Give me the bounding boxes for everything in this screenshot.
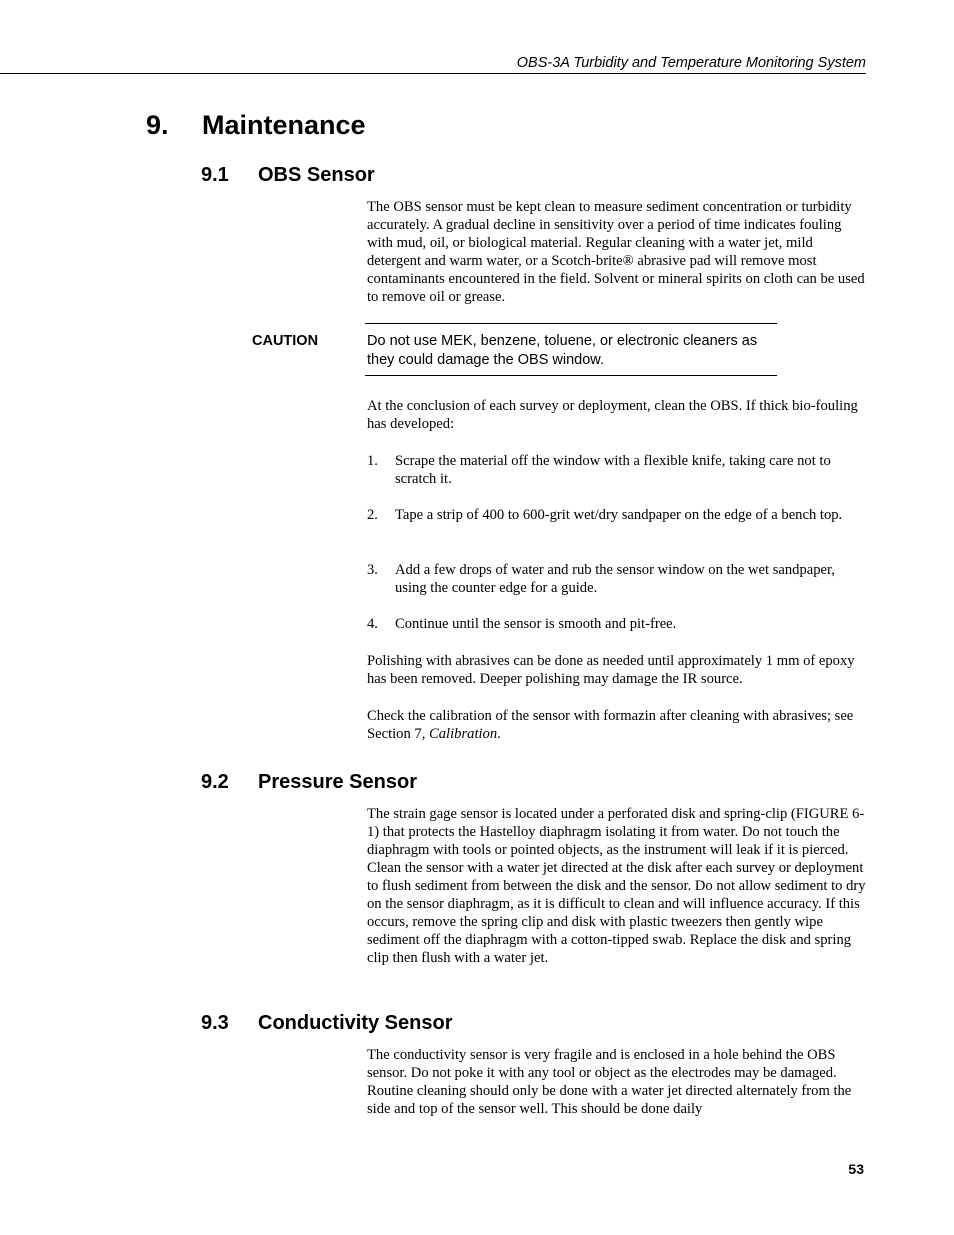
list-item <box>367 506 867 524</box>
list-item-number: 4. <box>367 616 378 632</box>
paragraph-pressure-sensor: The strain gage sensor is located under a perforated disk and spring-clip (FIGURE 6-1) that protects the Hastelloy diaphragm isolating it from water. Do not touch the diaphragm with tools or pointed objects, as the instrument will leak if it is pierced. Clean the sensor with a water jet directed at the disk after each survey or deployment to flush sediment from between the disk and the sensor. Do not allow sediment to dry on the sensor diaphragm, as it is difficult to clean and will influence accuracy. If this occurs, remove the spring clip and disk with plastic tweezers then gently wipe sediment off the diaphragm with a cotton-tipped swab. Replace the disk and spring clip then flush with a water jet. <box>367 806 866 966</box>
section-heading-pressure-sensor <box>201 771 417 794</box>
caution-box <box>365 323 777 376</box>
caution-text: Do not use MEK, benzene, toluene, or electronic cleaners as they could damage the OBS window. <box>367 333 758 368</box>
section-number: 9.2 <box>201 771 229 793</box>
paragraph-obs-cleaning: The OBS sensor must be kept clean to measure sediment concentration or turbidity accurately. A gradual decline in sensitivity over a period of time indicates fouling with mud, oil, or biological material. Regular cleaning with a water jet, mild detergent and warm water, or a Scotch-brite® abrasive pad will remove most contaminants encountered in the field. Solvent or mineral spirits on cloth can be used to remove oil or grease. <box>367 199 865 305</box>
paragraph-polishing: Polishing with abrasives can be done as needed until approximately 1 mm of epoxy has been removed. Deeper polishing may damage the IR source. <box>367 653 855 687</box>
chapter-heading <box>146 110 366 141</box>
section-number: 9.3 <box>201 1012 229 1034</box>
section-heading-conductivity-sensor <box>201 1012 452 1035</box>
running-header <box>0 55 866 74</box>
chapter-title: Maintenance <box>202 110 366 140</box>
list-item-text: Tape a strip of 400 to 600-grit wet/dry sandpaper on the edge of a bench top. <box>395 507 843 523</box>
section-title: Conductivity Sensor <box>258 1012 453 1034</box>
list-item-text: Continue until the sensor is smooth and pit-free. <box>395 616 677 632</box>
list-item <box>367 452 867 488</box>
list-item <box>367 561 867 597</box>
chapter-number: 9. <box>146 110 169 140</box>
list-item-number: 2. <box>367 507 378 523</box>
calibration-note-end: . <box>497 726 501 742</box>
list-item-number: 3. <box>367 562 378 578</box>
section-heading-obs-sensor <box>201 164 375 187</box>
list-item-number: 1. <box>367 453 378 469</box>
paragraph-conductivity-sensor: The conductivity sensor is very fragile and is enclosed in a hole behind the OBS sensor. Do not poke it with any tool or object as the electrodes may be damaged. Routine cleaning should only be done with a water jet directed alternately from the side and top of the sensor well. This should be done daily <box>367 1047 852 1117</box>
list-item <box>367 615 867 633</box>
list-item-text: Add a few drops of water and rub the sensor window on the wet sandpaper, using the counter edge for a guide. <box>395 562 835 596</box>
calibration-note-text: Check the calibration of the sensor with formazin after cleaning with abrasives; see Section 7, <box>367 708 854 742</box>
paragraph-calibration-check <box>367 707 867 743</box>
section-title: Pressure Sensor <box>258 771 417 793</box>
list-item-text: Scrape the material off the window with a flexible knife, taking care not to scratch it. <box>395 453 831 487</box>
page-number: 53 <box>848 1161 864 1177</box>
calibration-section-reference: Calibration <box>429 726 498 742</box>
running-header-title: OBS-3A Turbidity and Temperature Monitoring System <box>516 55 866 71</box>
paragraph-biofouling-intro: At the conclusion of each survey or deployment, clean the OBS. If thick bio-fouling has developed: <box>367 398 858 432</box>
section-number: 9.1 <box>201 164 229 186</box>
section-title: OBS Sensor <box>258 164 375 186</box>
caution-label: CAUTION <box>252 333 319 349</box>
